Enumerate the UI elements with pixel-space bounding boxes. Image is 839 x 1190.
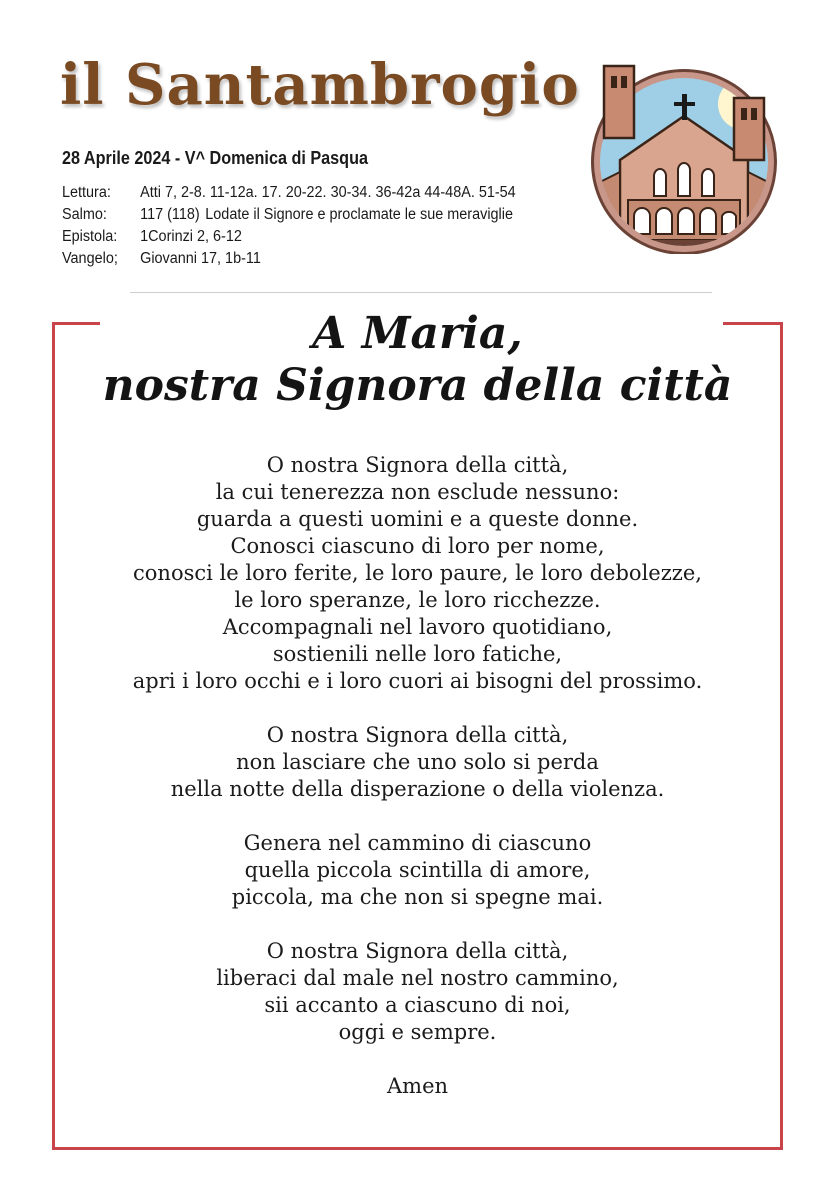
readings-list bbox=[62, 182, 550, 270]
poem-line: sostienili nelle loro fatiche, bbox=[272, 642, 563, 666]
stanza bbox=[52, 452, 783, 695]
poem-line: Genera nel cammino di ciascuno bbox=[243, 831, 592, 855]
poem-line: le loro speranze, le loro ricchezze. bbox=[234, 588, 601, 612]
church-icon bbox=[584, 64, 784, 254]
header-divider bbox=[130, 292, 712, 293]
poem-line: la cui tenerezza non esclude nessuno: bbox=[215, 480, 620, 504]
poem-line: quella piccola scintilla di amore, bbox=[244, 858, 591, 882]
reading-row bbox=[62, 182, 516, 204]
reading-reference: Giovanni 17, 1b-11 bbox=[140, 250, 261, 267]
poem-line: non lasciare che uno solo si perda bbox=[236, 750, 599, 774]
poem-line: O nostra Signora della città, bbox=[266, 453, 569, 477]
poem-line: oggi e sempre. bbox=[338, 1020, 497, 1044]
poem-line: sii accanto a ciascuno di noi, bbox=[264, 993, 571, 1017]
closing-amen: Amen bbox=[386, 1074, 449, 1098]
reading-label: Salmo: bbox=[62, 206, 107, 223]
poem-line: apri i loro occhi e i loro cuori ai bisogni del prossimo. bbox=[132, 669, 703, 693]
title-line: nostra Signora della città bbox=[102, 360, 733, 411]
reading-row bbox=[62, 226, 516, 248]
poem-line: piccola, ma che non si spegne mai. bbox=[231, 885, 604, 909]
poem-line: liberaci dal male nel nostro cammino, bbox=[216, 966, 619, 990]
poem-line: nella notte della disperazione o della violenza. bbox=[170, 777, 665, 801]
poem-line: O nostra Signora della città, bbox=[266, 723, 569, 747]
reading-row bbox=[62, 248, 516, 270]
reading-row bbox=[62, 204, 516, 226]
poem-line: Accompagnali nel lavoro quotidiano, bbox=[222, 615, 613, 639]
title-line: A Maria, bbox=[312, 308, 523, 359]
reading-reference: 1Corinzi 2, 6-12 bbox=[140, 228, 242, 245]
reading-reference: 117 (118) bbox=[140, 206, 200, 223]
poem-line: Conosci ciascuno di loro per nome, bbox=[230, 534, 605, 558]
frame-bottom-edge bbox=[52, 1147, 783, 1150]
reading-label: Vangelo; bbox=[62, 250, 118, 267]
masthead-title: il Santambrogio bbox=[60, 52, 580, 118]
stanza bbox=[52, 830, 783, 911]
poem-line: O nostra Signora della città, bbox=[266, 939, 569, 963]
poem-line: guarda a questi uomini e a queste donne. bbox=[196, 507, 639, 531]
page-title bbox=[52, 308, 783, 412]
poem-line: conosci le loro ferite, le loro paure, le loro debolezze, bbox=[133, 561, 702, 585]
reading-label: Lettura: bbox=[62, 184, 111, 201]
date-line: 28 Aprile 2024 - V^ Domenica di Pasqua bbox=[62, 148, 368, 168]
reading-reference: Atti 7, 2-8. 11-12a. 17. 20-22. 30-34. 36-42a 44-48A. 51-54 bbox=[140, 184, 516, 201]
stanza bbox=[52, 938, 783, 1046]
stanza bbox=[52, 722, 783, 803]
reading-description: Lodate il Signore e proclamate le sue meraviglie bbox=[205, 206, 513, 223]
reading-label: Epistola: bbox=[62, 228, 118, 245]
poem-body bbox=[52, 452, 783, 1100]
